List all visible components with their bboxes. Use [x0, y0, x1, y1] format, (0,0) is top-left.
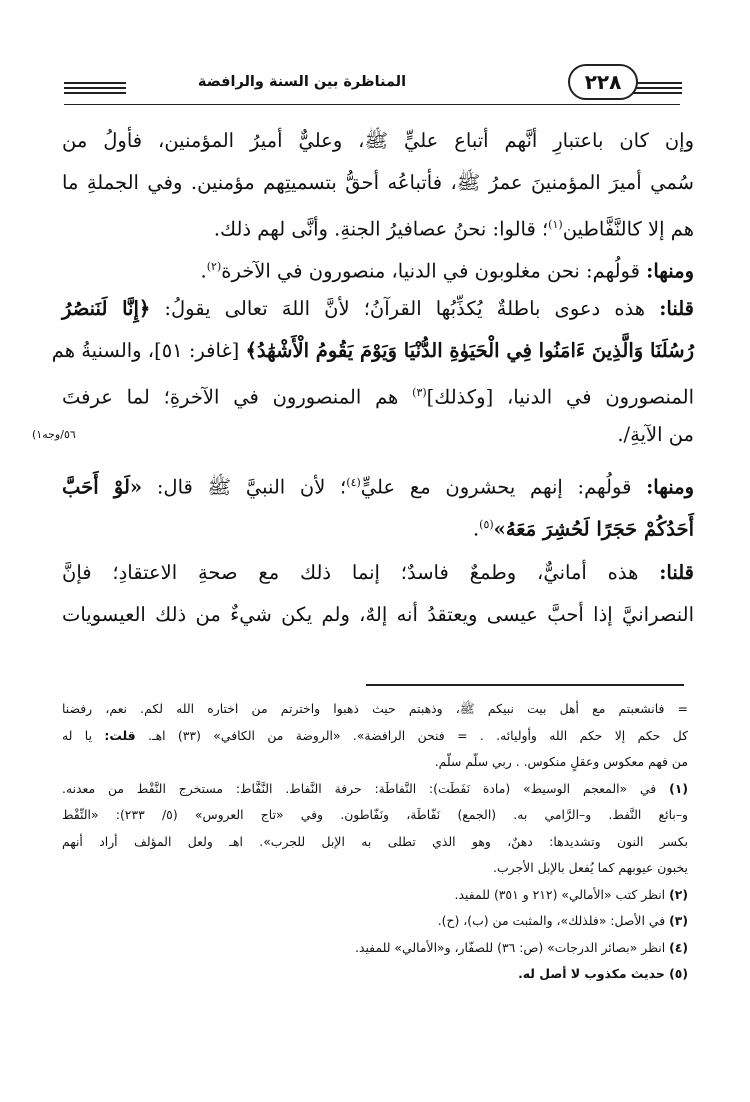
- footnote-number: (١): [669, 780, 688, 796]
- footnote-ref: (٤): [346, 476, 361, 489]
- footnote-ref: (٥): [479, 518, 494, 531]
- text-line: النصرانيَّ إذا أحبَّ عيسى ويعتقدُ أنه إلهٌ، ولم يكن شيءٌ من ذلك العيسويات: [62, 603, 694, 626]
- section-lead: ومنها:: [646, 475, 694, 499]
- page-number: ٢٢٨: [568, 64, 638, 100]
- hadith-quote: أَحَدُكُمْ حَجَرًا لَحُشِرَ مَعَهُ»: [493, 517, 694, 541]
- footnote-number: (٣): [669, 913, 688, 928]
- footnote-line: (٢) انظر كتب «الأمالي» (٢١٢ و ٣٥١) للمفيد.: [454, 886, 688, 902]
- footnote-separator: [366, 684, 684, 686]
- book-title: المناظرة بين السنة والرافضة: [197, 74, 407, 90]
- page-header: [64, 62, 680, 108]
- text-line: وإن كان باعتبارِ أنَّهم أتباع عليٍّ ﷺ، وعليٌّ أميرُ المؤمنين، فأولُ من: [62, 129, 694, 152]
- footnote-line: (٤) انظر «بصائر الدرجات» (ص: ٣٦) للصفّار، و«الأمالي» للمفيد.: [355, 939, 688, 955]
- footnote-line: بكسر النون وتشديدها: دهنٌ، وهو الذي تطلى به الإبل للجرب». اهـ ولعل المؤلف أراد أنهم: [62, 833, 688, 849]
- footnote-number: (٤): [669, 939, 688, 955]
- hadith-quote: «لَوْ أَحَبَّ: [62, 475, 143, 499]
- section-lead: ومنها:: [646, 259, 694, 283]
- footnote-ref: (١): [548, 218, 563, 231]
- footnote-number: (٢): [669, 886, 688, 902]
- text-line: أَحَدُكُمْ حَجَرًا لَحُشِرَ مَعَهُ»$^{(٥)}$.: [472, 517, 694, 541]
- footnote-number: (٥): [669, 966, 688, 981]
- section-lead: قلنا:: [659, 561, 694, 584]
- footnote-line: (١) في «المعجم الوسيط» (مادة نَفَطَت): النَّفاطَة: حرفة النَّفاط. النَّفَّاط: مستخرج النَّفْط من معدنه.: [62, 780, 688, 796]
- text-line: المنصورون في الدنيا، [وكذلك]$^{(٣)}$ هم المنصورون في الآخرةِ؛ لما عرفتَ: [62, 385, 695, 409]
- footnote-line: (٥) حديث مكذوب لا أصل له.: [518, 966, 688, 981]
- quran-quote: ﴿إِنَّا لَنَنصُرُ: [62, 297, 151, 320]
- footnote-line: و–بائع النَّفط. و–الرَّامي به. (الجمع) نَفّاطَة، ونَفّاطون. وفي «تاج العروس» (٥/ ٢٣٣): «النِّفْط: [62, 807, 688, 822]
- header-underline: [64, 104, 680, 105]
- text-line: ومنها: قولُهم: نحن مغلوبون في الدنيا، منصورون في الآخرة$^{(٢)}$.: [200, 259, 694, 283]
- footnote-ref: (٢): [206, 260, 222, 273]
- footnote-line: كل حكم إلا حكم الله وأوليائه. . = فنحن الرافضة». «الروضة من الكافي» (٣٣) اهـ. قلت: يا له: [62, 727, 688, 743]
- footnote-line: يخبون عيوبهم كما يُفعل بالإبل الأجرب.: [493, 860, 688, 875]
- manuscript-marginal-note: ٥٦/وجه١): [32, 428, 76, 441]
- text-line: قلنا: هذه دعوى باطلةٌ يُكذِّبُها القرآنُ؛ لأنَّ اللهَ تعالى يقولُ: ﴿إِنَّا لَنَنصُرُ: [62, 297, 694, 320]
- footnote-line: = فانشعبتم مع أهل بيت نبيكم ﷺ، وذهبتم حيث ذهبوا واخترتم من اختاره الله لكم. نعم، رفضنا: [62, 701, 688, 716]
- footnote-ref: (٣): [412, 386, 427, 399]
- section-lead: قلنا:: [659, 297, 694, 320]
- text-line: ومنها: قولُهم: إنهم يحشرون مع عليٍّ$^{(٤)}$؛ لأن النبيَّ ﷺ قال: «لَوْ أَحَبَّ: [62, 475, 694, 499]
- footnotes: [62, 696, 688, 988]
- text-line: قلنا: هذه أمانيٌّ، وطمعٌ فاسدٌ؛ إنما ذلك مع صحةِ الاعتقادِ؛ فإنَّ: [62, 561, 694, 584]
- text-line: هم إلا كالنَّفَّاطين$^{(١)}$؛ قالوا: نحنُ عصافيرُ الجنةِ. وأنَّى لهم ذلك.: [213, 217, 694, 241]
- text-line: سُمي أميرَ المؤمنينَ عمرُ ﷺ، فأتباعُه أحقُّ بتسميتِهم مؤمنين. وفي الجملةِ ما: [62, 171, 694, 194]
- text-line: رُسُلَنَا وَالَّذِينَ ءَامَنُوا فِي الْحَيَوٰةِ الدُّنْيَا وَيَوْمَ يَقُومُ الْأَشْهَٰدُ﴾ [غافر: ٥١]، والسنيةُ هم: [51, 339, 694, 362]
- main-text: [32, 120, 695, 636]
- footnote-line: (٣) في الأصل: «فلذلك»، والمثبت من (ب)، (ح).: [437, 913, 688, 928]
- footnote-line: من فهم معكوس وعقلٍ منكوس. . ربي سلّم سلّم.: [434, 754, 688, 769]
- quran-quote: رُسُلَنَا وَالَّذِينَ ءَامَنُوا فِي الْحَيَوٰةِ الدُّنْيَا وَيَوْمَ يَقُومُ الْأَشْهَٰدُ﴾: [245, 339, 694, 362]
- header-rule-left: [64, 82, 126, 97]
- text-line: من الآيةِ/. ٥٦/وجه١): [62, 414, 694, 456]
